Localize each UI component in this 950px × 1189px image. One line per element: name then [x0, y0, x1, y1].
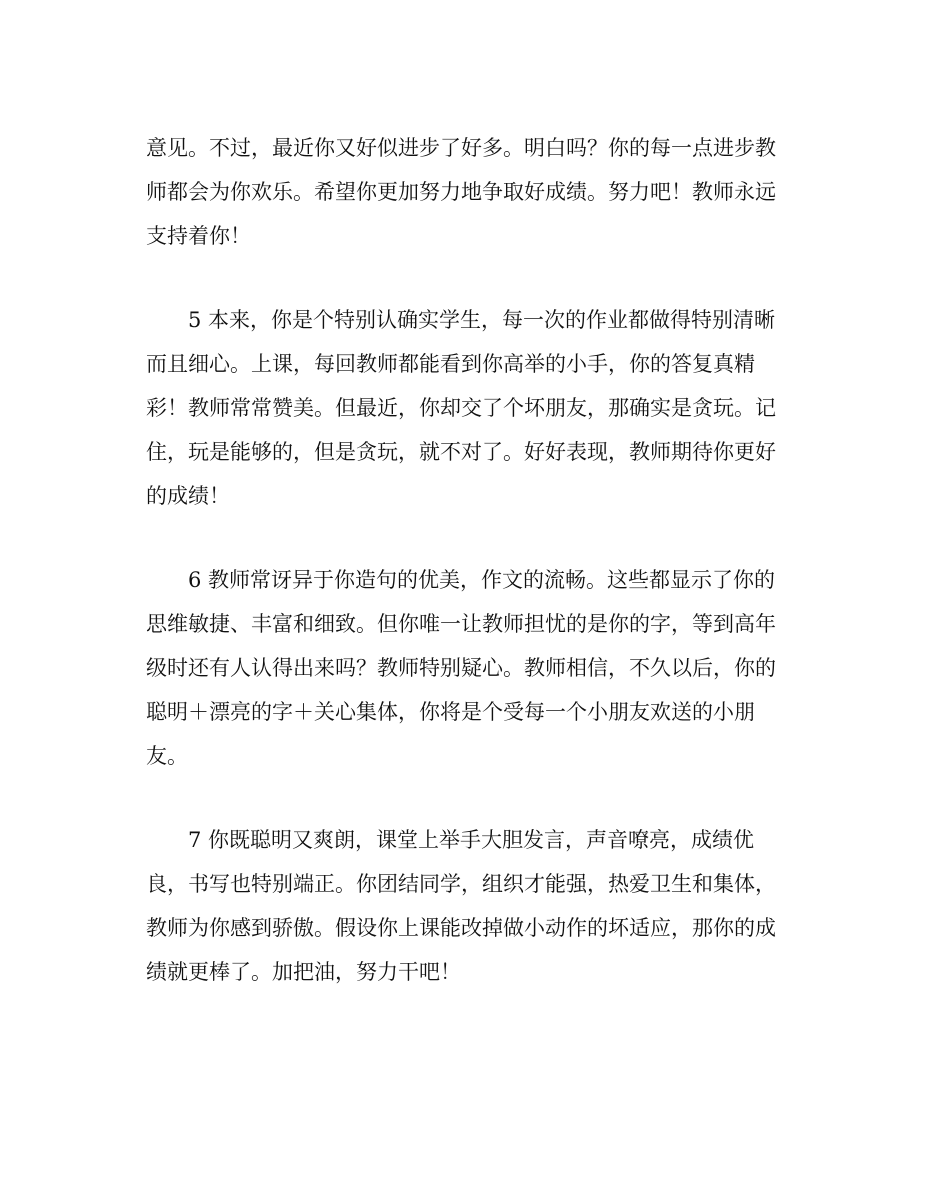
paragraph-gap — [146, 518, 806, 558]
text-line: 5 本来，你是个特别认确实学生，每一次的作业都做得特别清晰 — [188, 308, 776, 332]
paragraph-5 — [146, 298, 806, 518]
text-line: 绩就更棒了。加把油，努力干吧！ — [146, 960, 461, 984]
text-line: 彩！教师常常赞美。但最近，你却交了个坏朋友，那确实是贪玩。记 — [146, 396, 776, 420]
text-line: 级时还有人认得出来吗？教师特别疑心。教师相信，不久以后，你的 — [146, 656, 776, 680]
paragraph-7 — [146, 818, 806, 994]
text-line: 6 教师常讶异于你造句的优美，作文的流畅。这些都显示了你的 — [188, 568, 776, 592]
text-line: 教师为你感到骄傲。假设你上课能改掉做小动作的坏适应，那你的成 — [146, 916, 776, 940]
text-line: 住，玩是能够的，但是贪玩，就不对了。好好表现，教师期待你更好 — [146, 440, 776, 464]
text-line: 意见。不过，最近你又好似进步了好多。明白吗？你的每一点进步教 — [146, 136, 776, 160]
paragraph-gap — [146, 778, 806, 818]
text-line: 的成绩！ — [146, 484, 230, 508]
document-body — [146, 126, 806, 994]
text-line: 聪明＋漂亮的字＋关心集体，你将是个受每一个小朋友欢送的小朋 — [146, 700, 755, 724]
paragraph-4-continued — [146, 126, 806, 258]
text-line: 良，书写也特别端正。你团结同学，组织才能强，热爱卫生和集体， — [146, 872, 776, 896]
text-line: 而且细心。上课，每回教师都能看到你高举的小手，你的答复真精 — [146, 352, 755, 376]
text-line: 支持着你！ — [146, 224, 251, 248]
paragraph-gap — [146, 258, 806, 298]
paragraph-6 — [146, 558, 806, 778]
text-line: 友。 — [146, 744, 188, 768]
text-line: 思维敏捷、丰富和细致。但你唯一让教师担忧的是你的字，等到高年 — [146, 612, 776, 636]
text-line: 师都会为你欢乐。希望你更加努力地争取好成绩。努力吧！教师永远 — [146, 180, 776, 204]
text-line: 7 你既聪明又爽朗，课堂上举手大胆发言，声音嘹亮，成绩优 — [188, 828, 755, 852]
